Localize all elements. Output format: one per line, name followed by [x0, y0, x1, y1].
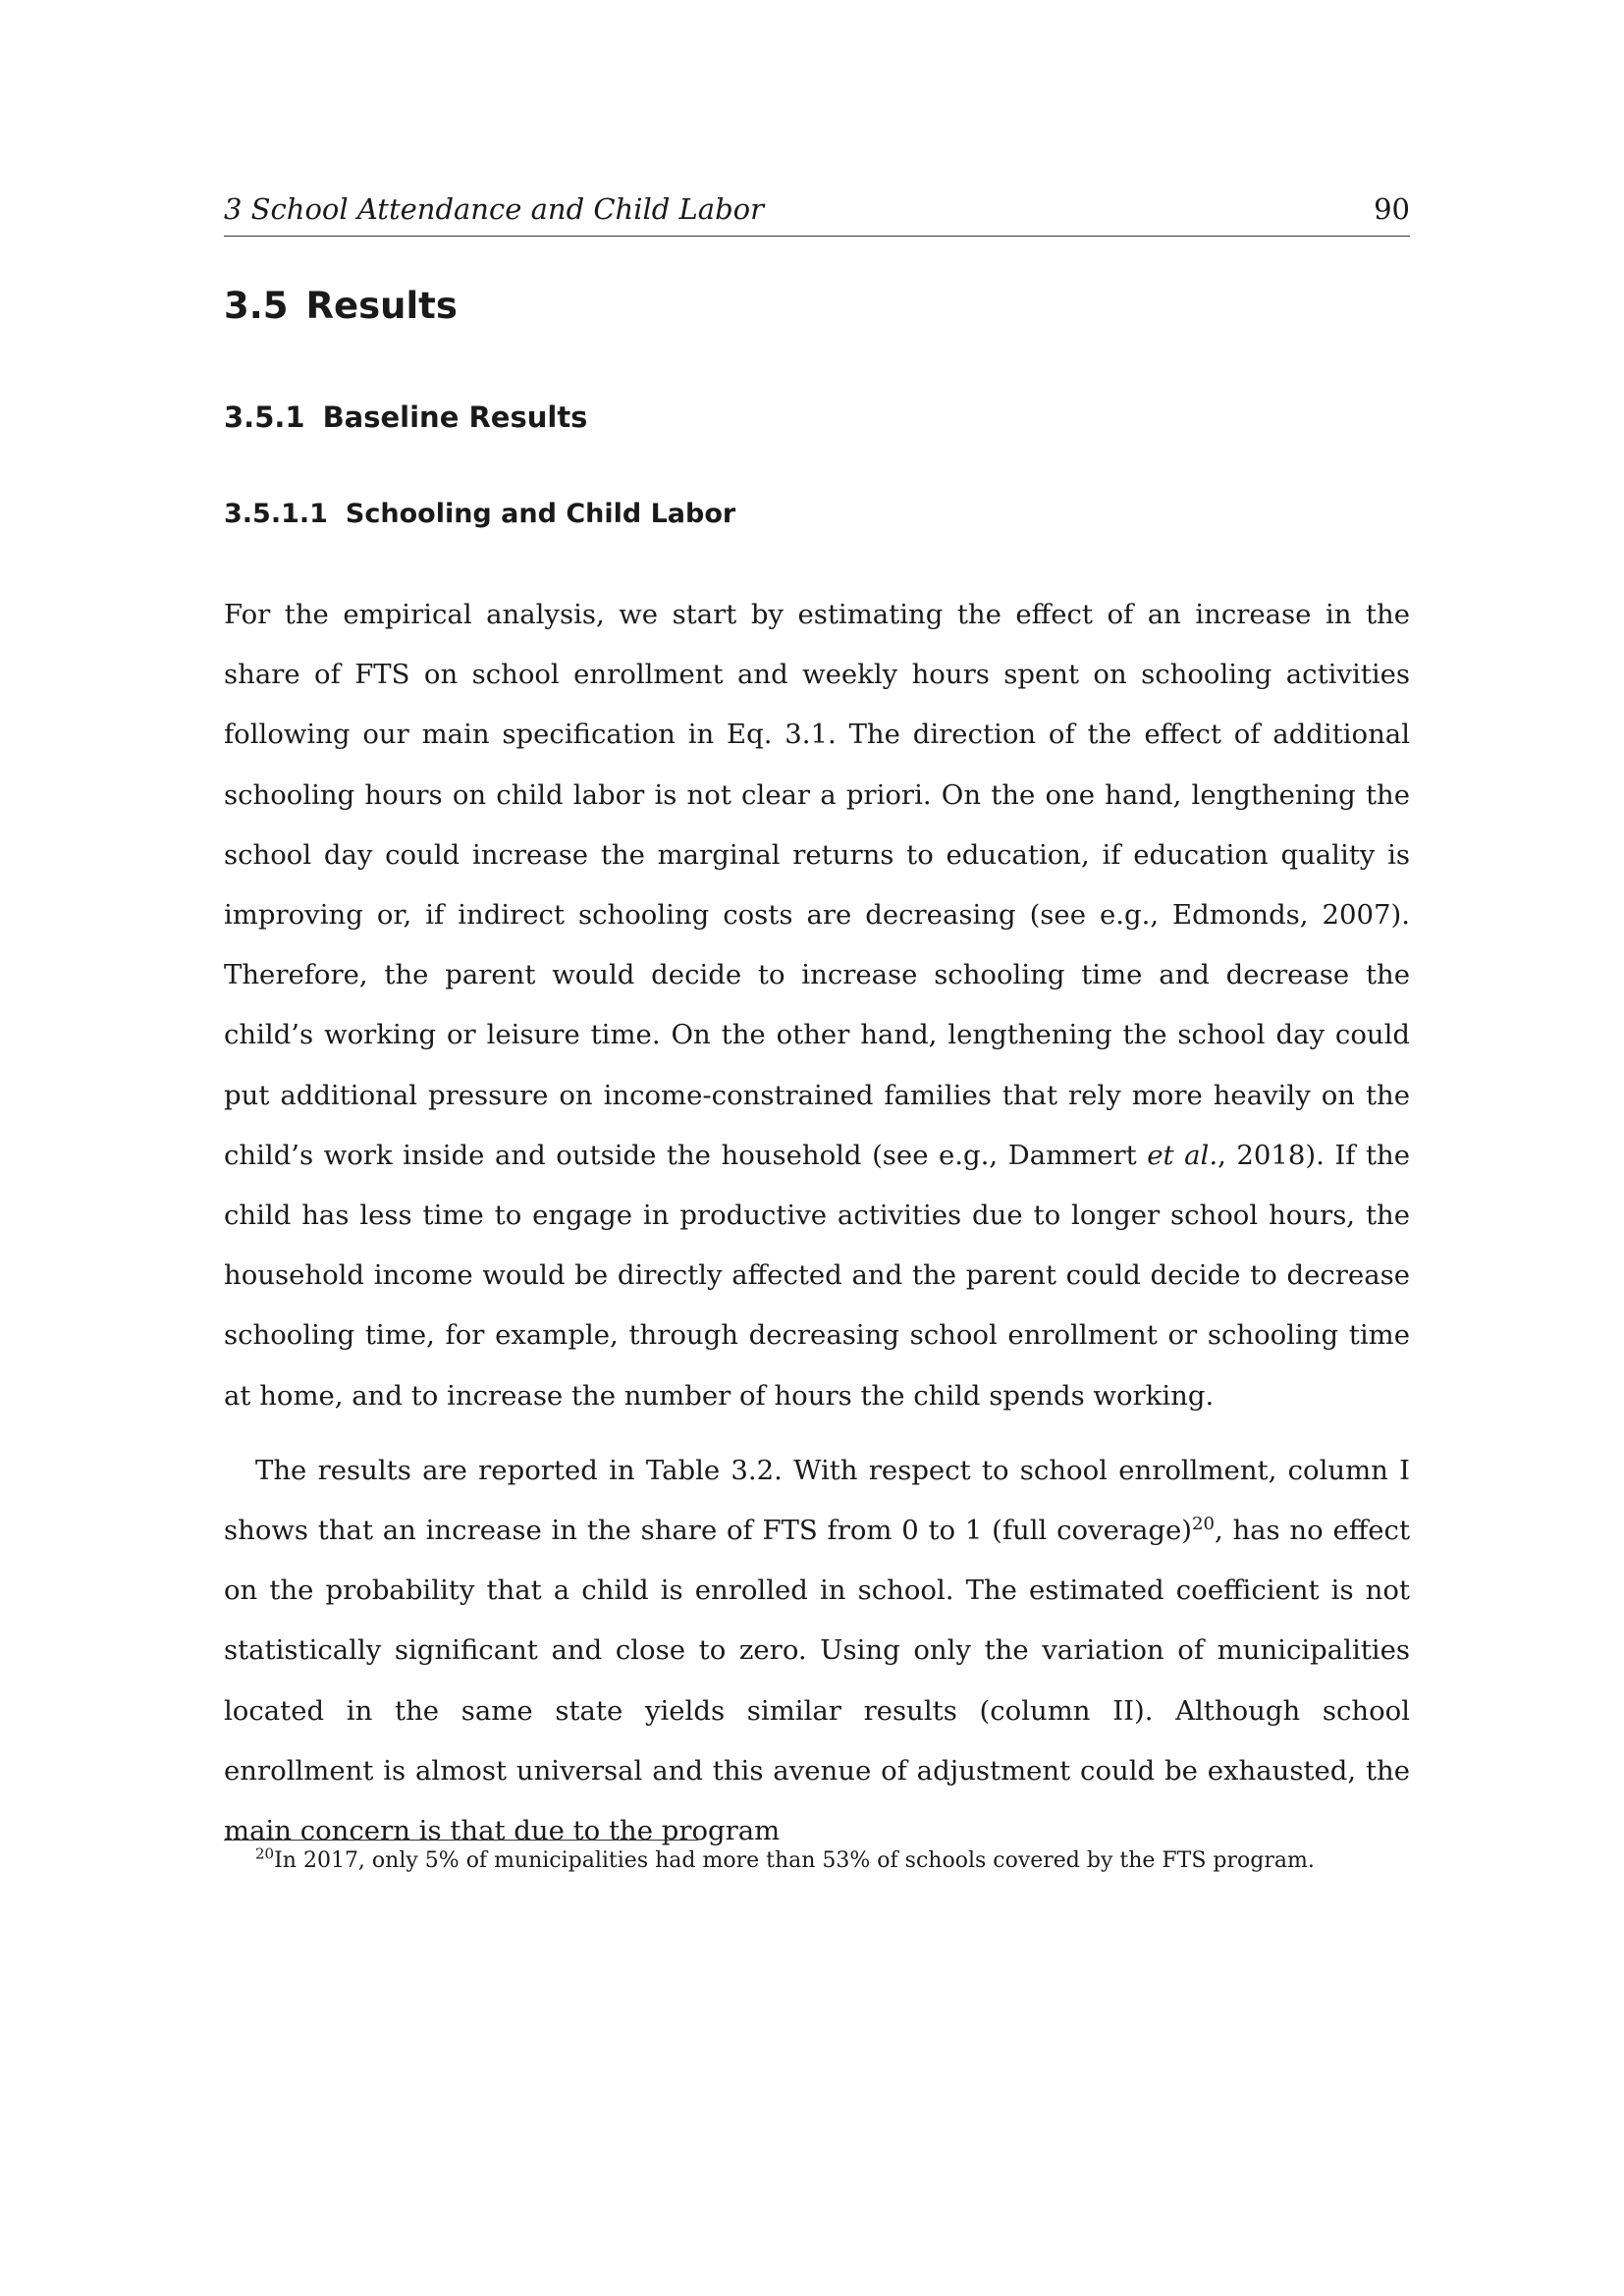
footnote-mark: 20: [255, 1844, 275, 1863]
footnote: [255, 1843, 1410, 1879]
paragraph-2: [224, 1441, 1410, 1861]
section-heading: [224, 285, 458, 327]
subsection-heading: [224, 400, 587, 434]
page-number: 90: [1374, 192, 1410, 226]
section-number: 3.5: [224, 285, 289, 327]
paper-page: [224, 0, 1410, 2296]
running-head: [224, 187, 1410, 237]
footnote-reference[interactable]: 20: [1192, 1513, 1215, 1534]
paragraph-2-text-b: , has no effect on the probability that a child is enrolled in school. The estimated coefficient is not statistically significant and close to zero. Using only the variation of municipalities located in the same state yields similar results (column II). Although school enrollment is almost universal and this avenue of adjustment could be exhausted, the main concern is that due to the program: [224, 1515, 1410, 1847]
section-title: Results: [305, 285, 458, 327]
subsection-title: Baseline Results: [322, 400, 588, 434]
subsection-number: 3.5.1: [224, 400, 305, 434]
subsubsection-heading: [224, 499, 735, 529]
footnote-divider: [224, 1840, 698, 1841]
paragraph-1: [224, 585, 1410, 1426]
subsubsection-number: 3.5.1.1: [224, 499, 328, 529]
paragraph-1-text-a: For the empirical analysis, we start by estimating the effect of an increase in the share of FTS on school enrollment and weekly hours spent on schooling activities following our main specification in Eq. 3.1. The direction of the effect of additional schooling hours on child labor is not clear a priori. On the one hand, lengthening the school day could increase the marginal returns to education, if education quality is improving or, if indirect schooling costs are decreasing (see e.g., Edmonds, 2007). Therefore, the parent would decide to increase schooling time and decrease the child’s working or leisure time. On the other hand, lengthening the school day could put additional pressure on income-constrained families that rely more heavily on the child’s work inside and outside the household (see e.g., Dammert: [224, 599, 1410, 1171]
body-text: [224, 585, 1410, 1861]
footnote-text: In 2017, only 5% of municipalities had more than 53% of schools covered by the FTS program.: [274, 1848, 1315, 1873]
subsubsection-title: Schooling and Child Labor: [345, 499, 736, 529]
citation-et-al: et al.: [1147, 1139, 1218, 1171]
paragraph-2-text-a: The results are reported in Table 3.2. With respect to school enrollment, column I shows that an increase in the share of FTS from 0 to 1 (full coverage): [224, 1454, 1410, 1547]
chapter-title: 3 School Attendance and Child Labor: [224, 192, 764, 226]
paragraph-1-text-b: , 2018). If the child has less time to engage in productive activities due to longer school hours, the household income would be directly affected and the parent could decide to decrease schooling time, for example, through decreasing school enrollment or schooling time at home, and to increase the number of hours the child spends working.: [224, 1139, 1411, 1412]
